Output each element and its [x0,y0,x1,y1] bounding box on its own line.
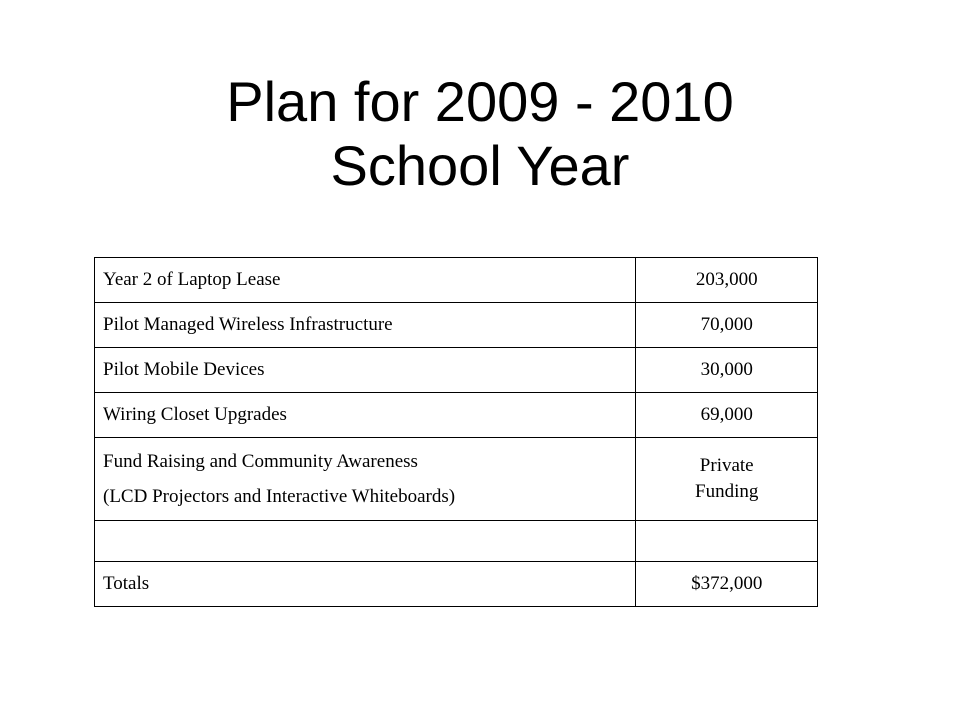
row-label: Pilot Mobile Devices [95,348,636,393]
table-row [95,438,818,521]
table-row-empty [95,521,818,562]
budget-table [94,257,818,607]
table-row [95,303,818,348]
row-label-line-1: Fund Raising and Community Awareness [103,451,418,472]
slide-title [0,70,960,198]
row-value-line-1: Private [699,455,754,476]
row-value: 70,000 [636,303,818,348]
row-label: Pilot Managed Wireless Infrastructure [95,303,636,348]
totals-value: $372,000 [636,562,818,607]
table-row [95,348,818,393]
table-row [95,393,818,438]
row-value [636,438,818,521]
totals-label: Totals [95,562,636,607]
slide-title-line-2: School Year [330,134,630,197]
row-value: 203,000 [636,258,818,303]
table-row-totals [95,562,818,607]
row-value: 30,000 [636,348,818,393]
slide-title-line-1: Plan for 2009 - 2010 [226,70,734,133]
row-value [636,521,818,562]
row-label: Year 2 of Laptop Lease [95,258,636,303]
row-value: 69,000 [636,393,818,438]
row-label: Wiring Closet Upgrades [95,393,636,438]
table-row [95,258,818,303]
row-label [95,521,636,562]
row-label [95,438,636,521]
row-value-line-2: Funding [695,481,759,502]
row-label-line-2: (LCD Projectors and Interactive Whiteboards) [103,486,456,507]
